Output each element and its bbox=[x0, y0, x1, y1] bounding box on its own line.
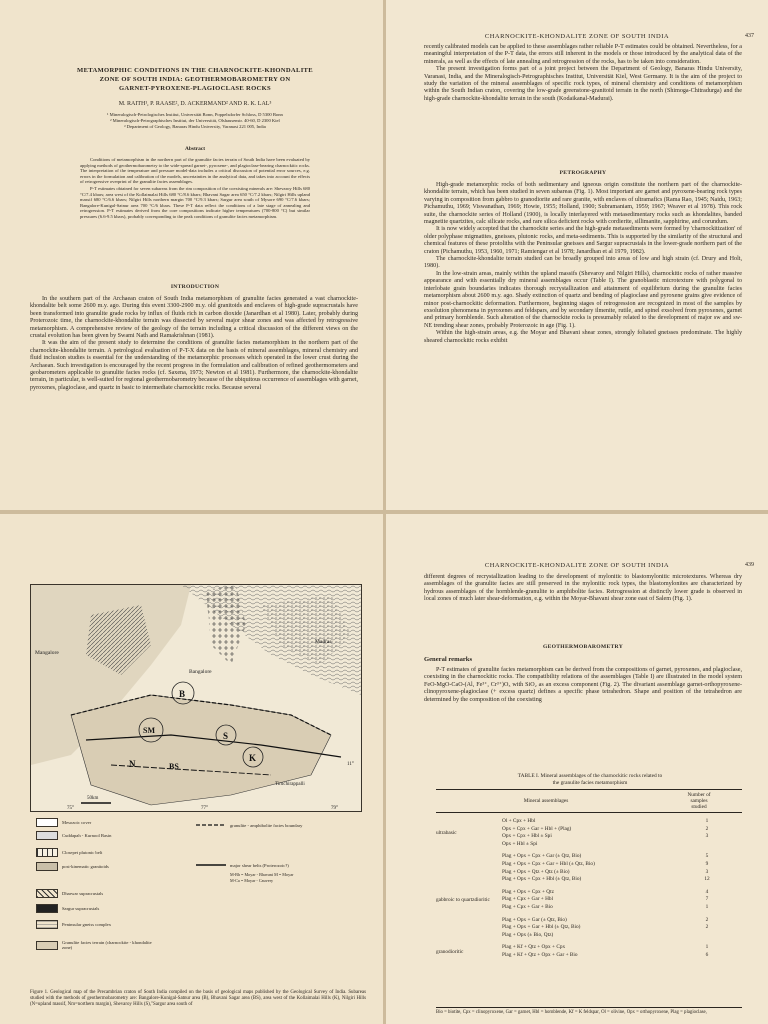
body-paragraph: In the low-strain areas, mainly within the upland massifs (Shevaroy and Nilgiri Hills), charnockitic rocks of rather massive appearance and with essentially dry mineral assemblages occur (Table I). The granoblastic microtexture with polygonal to interlobate grain boundaries indicates thorough recrystallization and attainment of equilibrium during the granulite facies metamorphism about 2600 m.y. ago. Shady extinction of quartz and bending of plagioclase and pyroxene grains give evidence of minor post-charnockitic deformation. Furthermore, beginning stages of retrogression are recognized in most of the samples by exsolution phenomena in pyroxenes and feldspars, and by secondary ilmenite, rutile, and spinel exsolved from pyroxenes, garnet and primary hornblende. Such alteration of the charnockite rocks is presumably related to the development of major sw and sw-NE trending shear zones, probably Proterozoic in age (Fig. 1). bbox=[424, 270, 742, 329]
sample-count-cell: 6 bbox=[705, 951, 709, 958]
table-title-line: TABLE I. Mineral assemblages of the charnockitic rocks related to bbox=[517, 773, 663, 779]
legend-item-dharwar bbox=[36, 889, 103, 898]
map-label-s: S bbox=[223, 731, 229, 741]
figure-caption: Figure 1. Geological map of the Precambrian craton of South India compiled on the basis of geological maps published by the Geological Survey of India. Subareas studied with the methods of geothermobarometry are: Bangalore-Kunigal-Satnur area (B), Bhavani Sagar area (BS), area west of the Kollaimalai Hills (K), Nilgiri Hills (N=upland massif, Nm=northern margin), Shevaroy Hills (S),"Sargur area south of bbox=[30, 990, 366, 1008]
title-line: GARNET-PYROXENE-PLAGIOCLASE ROCKS bbox=[119, 85, 271, 92]
legend-item-peninsular bbox=[36, 920, 111, 929]
body-paragraph: recently calibrated models can be applied to these assemblages rather reliable P-T estimates could be obtained. Nevertheless, for a meaningful interpretation of the P-T data, the errors still inherent in the models or those introduced by the analytical data of the minerals, as well as the effects of late annealing and retrogression of the rocks, has to be taken into consideration. bbox=[424, 44, 742, 65]
sample-count-cell: 7 bbox=[705, 896, 709, 903]
legend-item-granulite bbox=[36, 940, 156, 950]
assemblage-cell: Plag + Opx + Cpx + Hbl (± Qtz, Bio) bbox=[502, 876, 582, 883]
body-paragraph: In the southern part of the Archaean craton of South India metamorphism of granulite facies generated a vast charnockite-khondalite belt some 2600 m.y. ago. During this event 3300-2900 m.y. old granitoids and enclaves of high-grade supracrustals have been transformed into granulite grade rocks by influx of fluids rich in carbon dioxide (Janardhan et al 1980). Later, probably during Proterozoic time, the charnockite-khondalite terrain was dissected by several major shear zones and was affected by retrogressive metamorphism. A comprehensive review of the geology of the terrain including a critical discussion of the different views on the crustal evolution has been given by Swami Nath and Ramakrishnan (1981). bbox=[30, 296, 358, 340]
table-row bbox=[502, 944, 742, 952]
legend-line-solid bbox=[196, 862, 226, 868]
assemblage-cell: Plag + Cpx + Gar + Bio bbox=[502, 903, 553, 910]
legend-item-cuddapah bbox=[36, 831, 111, 840]
assemblage-cell: Opx + Cpx + Hbl ± Spi bbox=[502, 833, 552, 840]
assemblage-cell: Plag + Cpx + Gar + Hbl bbox=[502, 896, 554, 903]
subsection-heading: General remarks bbox=[424, 656, 473, 663]
legend-swatch bbox=[36, 904, 58, 913]
sample-count-cell bbox=[672, 841, 742, 849]
legend-item-sargur bbox=[36, 904, 99, 913]
map-label-tiruchirapalli: Tiruchirappalli bbox=[275, 782, 305, 787]
map-label-madras: Madras bbox=[315, 639, 332, 645]
table-row bbox=[502, 917, 742, 925]
body-paragraph: It was the aim of the present study to determine the conditions of granulite facies metamorphism in the northern part of the charnockite-khondalite terrain. A petrological evaluation of P-T-X data on the basis of mineral assemblages, mineral chemistry and fluid inclusion studies is essential for the understanding of the metamorphic processes which operated in the lower crust during the Archaean. Such investigation is encouraged by the recent progress in the formulation and calibration of refined geothermometers and geobarometers applicable to granulite facies rocks (cf. Saxena, 1973; Newton et al 1981). Furthermore, the charnockite-khondalite terrain, in particular, is well-suited for regional geothermobarometry because of the ubiquitous occurrence of assemblages with garnet, pyroxenes, plagioclase, and quartz in basic to intermediate charnockitic rocks. Because several bbox=[30, 340, 358, 391]
table-row bbox=[502, 841, 742, 849]
group-name bbox=[436, 853, 502, 883]
petrography-body bbox=[424, 182, 742, 345]
section-heading-geothermobarometry: GEOTHERMOBAROMETRY bbox=[542, 644, 624, 650]
column-header: Mineral assemblages bbox=[523, 798, 569, 804]
sample-count-cell: 3 bbox=[705, 868, 709, 875]
page-body-top bbox=[424, 44, 742, 103]
legend-swatch bbox=[36, 889, 58, 898]
column-header bbox=[656, 792, 742, 810]
longitude-label: 79° bbox=[331, 806, 338, 811]
sample-count-cell: 9 bbox=[705, 860, 709, 867]
assemblage-cell: Plag + Opx + Cpx + Gar (± Qtz, Bio) bbox=[502, 853, 582, 860]
body-paragraph: High-grade metamorphic rocks of both sedimentary and igneous origin constitute the northern part of the charnockite-khondalite terrain, which has been studied in seven subareas (Fig. 1). Most important are garnet and pyroxene-bearing rock types varying in composition from gabbro to granodiorite and rare granite, with enclaves of ultramafics (Rama Rao, 1945; Naidu, 1963; Pichamuthu, 1969; Viswanathan, 1969; Howie, 1955; Holland, 1900; Subramaniam, 1959; 1967; Weaver et al 1978). This rock suite, the charnockite series of Holland (1900), is locally interlayered with metasedimentary rocks such as khondalites, banded magnetite quartzites, calc silicate rocks, and rare silica deficient rocks with cordierite, sillimanite, sapphirine, and corundum. bbox=[424, 182, 742, 226]
map-legend bbox=[36, 818, 376, 984]
body-paragraph: The present investigation forms part of a joint project between the Department of Geology, Banaras Hindu University, Varanasi, India, and the Mineralogisch-Petrographisches Institut, Universität Kiel, West Germany. It is the aim of the project to study the variation of the mineral assemblages of specific rock types, of mineral chemistry and conditions of metamorphism within the South Indian craton, covering the low-grade greenstone-granitoid terrain in the north (Shimoga-Chitradurga) and the high-grade charnockite-khondalite terrain in the south (Kodaikanal-Madurai). bbox=[424, 66, 742, 102]
assemblage-cell: Opx + Hbl ± Spi bbox=[502, 840, 538, 847]
group-name: ultrabasic bbox=[436, 830, 457, 837]
assemblage-cell: Plag + Opx (± Bio, Qtz) bbox=[502, 931, 554, 938]
map-label-bangalore: Bangalore bbox=[189, 669, 212, 675]
continued-paragraph bbox=[424, 574, 742, 604]
table-group bbox=[436, 944, 742, 959]
longitude-label: 77° bbox=[201, 806, 208, 811]
abstract-paragraph: P-T estimates obtained for seven subareas from the rim composition of the coexisting minerals are: Shevaroy Hills 680 °C/7.4 kbars; area west of the Kollaimalai Hills 680 °C/8.6 kbars; Bhavani Sagar area 650 °C/7.2 kbars; Nilgiri Hills upland massif 680 °C/6.6 kbars; Nilgiri Hills northern margin 700 °C/9.3 kbars; Sargur area south of Mysore 690 °C/7.6 kbars; Bangalore-Kunigal-Satnur area 700 °C/6 kbars. These P-T data reflect the conditions of a late stage of annealing and retrogression. P-T estimates derived from the core compositions indicate higher temperatures (700-800 °C) but similar pressures (6.6-9.5 kbars), probably corresponding to the peak conditions of granulite facies metamorphism. bbox=[80, 185, 310, 219]
group-name: gabbroic to quartzdioritic bbox=[436, 897, 490, 904]
table-row bbox=[502, 896, 742, 904]
shear-key-line: M-Ca = Moyar - Cauvery bbox=[230, 878, 274, 883]
latitude-label: 11° bbox=[347, 762, 354, 767]
mineral-assemblages-table bbox=[436, 789, 742, 960]
sample-count-cell: 2 bbox=[705, 916, 709, 923]
table-row bbox=[502, 818, 742, 826]
legend-label: Mesozoic cover bbox=[62, 820, 92, 825]
legend-swatch bbox=[36, 848, 58, 857]
legend-swatch bbox=[36, 862, 58, 871]
map-label-k: K bbox=[249, 753, 257, 763]
sample-count-cell: 5 bbox=[705, 853, 709, 860]
authors: M. RAITH¹, P. RAASE², D. ACKERMAND² AND R. K. LAL³ bbox=[118, 101, 272, 107]
table-row bbox=[502, 932, 742, 940]
map-label-bs: BS bbox=[169, 762, 179, 771]
legend-swatch bbox=[36, 831, 58, 840]
table-title-line: the granulite facies metamorphism bbox=[552, 779, 628, 786]
table-row bbox=[502, 861, 742, 869]
affiliation: ² Mineralogisch-Petrographisches Institut, der Universität, Olshausenstr. 40-60, D 2300 Kiel bbox=[110, 118, 280, 123]
assemblage-cell: Plag + Opx + Gar (± Qtz, Bio) bbox=[502, 916, 567, 923]
assemblage-cell: Plag + Kf + Qtz + Opx + Gar + Bio bbox=[502, 951, 578, 958]
introduction-body bbox=[30, 296, 358, 392]
table-row bbox=[502, 889, 742, 897]
table-body bbox=[436, 818, 742, 960]
table-row bbox=[502, 876, 742, 884]
table-group bbox=[436, 853, 742, 883]
map-drawing bbox=[31, 585, 361, 811]
sample-count-cell: 3 bbox=[705, 833, 709, 840]
legend-item-postkinematic bbox=[36, 862, 109, 871]
sample-count-cell bbox=[672, 932, 742, 940]
shear-key bbox=[230, 872, 293, 884]
assemblage-cell: Plag + Kf + Qtz + Opx + Cpx bbox=[502, 944, 566, 951]
body-paragraph: different degrees of recrystallization leading to the development of mylonitic to blastomylonitic microtextures. Whereas dry assemblages of the granulite facies are still preserved in the mylonitic rock types, the blastomylonites are characterized by hydrous assemblages of the hornblende-granulite to amphibolite facies. Retrogression at distinctly lower grade is observed in local zones of much later shear-deformation, e.g. within the Moyar-Bhavani shear zone east of Salem (Fig. 1). bbox=[424, 574, 742, 603]
remarks-body bbox=[424, 667, 742, 704]
title-line: ZONE OF SOUTH INDIA: GEOTHERMOBAROMETRY ON bbox=[99, 76, 291, 83]
body-paragraph: P-T estimates of granulite facies metamorphism can be derived from the compositions of garnet, pyroxenes, and plagioclase, coexisting in the charnockitic rocks. The compatibility relations of the assemblages (Table I) are illustrated in the model system FeO-MgO-CaO-(Al, Fe³⁺, Cr³⁺)O₃ with SiO₂ as an excess component (Fig. 2). The divariant assemblage garnet-orthopyroxene-clinopyroxene-plagioclase (+ excess quartz) defines a specific phase tetrahedron. Shape and position of the tetrahedron are determined by the composition of the coexisting bbox=[424, 667, 742, 703]
sample-count-cell: 2 bbox=[705, 825, 709, 832]
legend-item-closepet bbox=[36, 848, 102, 857]
legend-label: Granulite facies terrain (charnockite - khondalite zone) bbox=[62, 940, 152, 950]
table-row bbox=[502, 853, 742, 861]
legend-label: Closepet plutonic belt bbox=[62, 850, 103, 855]
map-label-sm: SM bbox=[143, 726, 155, 735]
column-header-line: Number of bbox=[687, 792, 711, 798]
sample-count-cell: 4 bbox=[705, 888, 709, 895]
table-group bbox=[436, 917, 742, 940]
assemblage-cell: Ol + Cpx + Hbl bbox=[502, 818, 536, 824]
group-name: granodioritic bbox=[436, 948, 464, 955]
table-row bbox=[502, 904, 742, 912]
table-group bbox=[436, 818, 742, 848]
affiliation: ³ Department of Geology, Banaras Hindu University, Varanasi 221 005, India bbox=[124, 124, 266, 129]
assemblage-cell: Plag + Opx + Qtz + Qtz (± Bio) bbox=[502, 868, 570, 875]
column-header-line: samples bbox=[690, 798, 708, 804]
body-paragraph: The charnockite-khondalite terrain studied can be broadly grouped into areas of low and high strain (cf. Drury and Holt, 1980). bbox=[424, 256, 742, 270]
section-heading-introduction: INTRODUCTION bbox=[170, 284, 220, 290]
running-head: CHARNOCKITE-KHONDALITE ZONE OF SOUTH INDIA bbox=[484, 33, 670, 40]
sample-count-cell: 2 bbox=[705, 924, 709, 931]
legend-swatch bbox=[36, 818, 58, 827]
shear-key-line: M-Bh = Moyar - Bhavani M = Moyar bbox=[230, 872, 294, 877]
legend-label: post-kinematic granitoids bbox=[62, 864, 109, 869]
page-number: 439 bbox=[745, 562, 754, 568]
assemblage-cell: Plag + Opx + Cpx + Gar + Hbl (± Qtz, Bio) bbox=[502, 860, 595, 867]
map-label-b: B bbox=[179, 689, 186, 699]
map-label-mangalore: Mangalore bbox=[35, 650, 59, 656]
legend-label: Sargur supracrustals bbox=[62, 906, 100, 911]
longitude-label: 75° bbox=[67, 806, 74, 811]
sample-count-cell: 1 bbox=[705, 944, 709, 951]
abstract-heading: Abstract bbox=[184, 146, 206, 152]
assemblage-cell: Plag + Opx + Cpx + Qtz bbox=[502, 888, 554, 895]
table-row bbox=[502, 833, 742, 841]
scale-label: 50km bbox=[87, 796, 99, 801]
page-437 bbox=[386, 0, 768, 510]
title-line: METAMORPHIC CONDITIONS IN THE CHARNOCKITE-KHONDALITE bbox=[77, 67, 313, 74]
column-header-line: studied bbox=[691, 804, 707, 810]
assemblage-cell: Opx + Cpx + Gar + Hbl + (Plag) bbox=[502, 825, 572, 832]
legend-label: major shear belts (Proterozoic?) bbox=[230, 862, 289, 868]
geological-map bbox=[30, 584, 362, 812]
legend-label: Cuddapah - Kurnool Basin bbox=[62, 833, 112, 838]
legend-label: Dharwar supracrustals bbox=[62, 891, 104, 896]
legend-label: Peninsular gneiss complex bbox=[62, 922, 111, 927]
section-heading-petrography: PETROGRAPHY bbox=[559, 170, 607, 176]
page-article-first bbox=[0, 0, 383, 510]
table-group bbox=[436, 889, 742, 912]
legend-line-dashed bbox=[196, 822, 226, 828]
legend-item-mesozoic bbox=[36, 818, 91, 827]
table-title bbox=[440, 773, 740, 786]
sample-count-cell: 1 bbox=[705, 818, 709, 824]
sample-count-cell: 12 bbox=[704, 876, 710, 883]
running-head: CHARNOCKITE-KHONDALITE ZONE OF SOUTH INDIA bbox=[484, 562, 670, 569]
table-row bbox=[502, 952, 742, 960]
sample-count-cell: 1 bbox=[705, 903, 709, 910]
abstract-paragraph: Conditions of metamorphism in the northern part of the granulite facies terrain of South India have been evaluated by applying methods of geothermobarometry to the wide-spread garnet-, pyroxene-, and plagioclase-bearing charnockitic rocks. The interpretation of the temperature and pressure model-data includes a critical discussion of potential error sources, e.g. errors in the formulation and calibration of the models, uncertainties in the analytical data, and takes into account the effects of retrogressive overprint of the granulite facies assemblages. bbox=[80, 157, 310, 185]
table-row bbox=[502, 826, 742, 834]
article-title bbox=[44, 66, 346, 93]
legend-item-boundary bbox=[196, 822, 302, 828]
legend-label: granulite - amphibolite facies boundary bbox=[230, 822, 303, 828]
group-name bbox=[436, 917, 502, 940]
body-paragraph: It is now widely accepted that the charnockite series and the high-grade metasediments were formed by 'charnockitization' of older polyphase migmatites, gneisses, plutonic rocks, and meta-sediments. This is supported by the similarity of the structural and chemical features of these protoliths with the Peninsular gneisses and Sargur supracrustals in the lower-grade northern part of the craton (Pichamuthu, 1953, 1960, 1971; Ramiengar et al 1978; Janardhan et al 1979, 1982). bbox=[424, 226, 742, 255]
affiliation: ¹ Mineralogisch-Petrologisches Institut, Universität Bonn, Poppelsdorfer Schloss, D 5300 Bonn bbox=[107, 112, 283, 117]
assemblage-cell: Plag + Opx + Gar + Hbl (± Qtz, Bio) bbox=[502, 924, 581, 931]
abstract bbox=[80, 157, 310, 221]
legend-swatch bbox=[36, 941, 58, 950]
body-paragraph: Within the high-strain areas, e.g. the Moyar and Bhavani shear zones, strongly foliated gneisses predominate. The highly sheared charnockitic rocks exhibit bbox=[424, 330, 742, 344]
legend-item-shear bbox=[196, 862, 289, 868]
table-footnote: Bio = biotite, Cpx = clinopyroxene, Gar = garnet, Hbl = hornblende, Kf = K feldspar, Ol = olivine, Opx = orthopyroxene, Plag = plagioclase, bbox=[436, 1007, 742, 1016]
legend-swatch bbox=[36, 920, 58, 929]
affiliations bbox=[40, 112, 350, 130]
map-label-n: N bbox=[129, 759, 136, 769]
table-row bbox=[502, 924, 742, 932]
table-header bbox=[436, 790, 742, 813]
page-number: 437 bbox=[745, 33, 754, 39]
